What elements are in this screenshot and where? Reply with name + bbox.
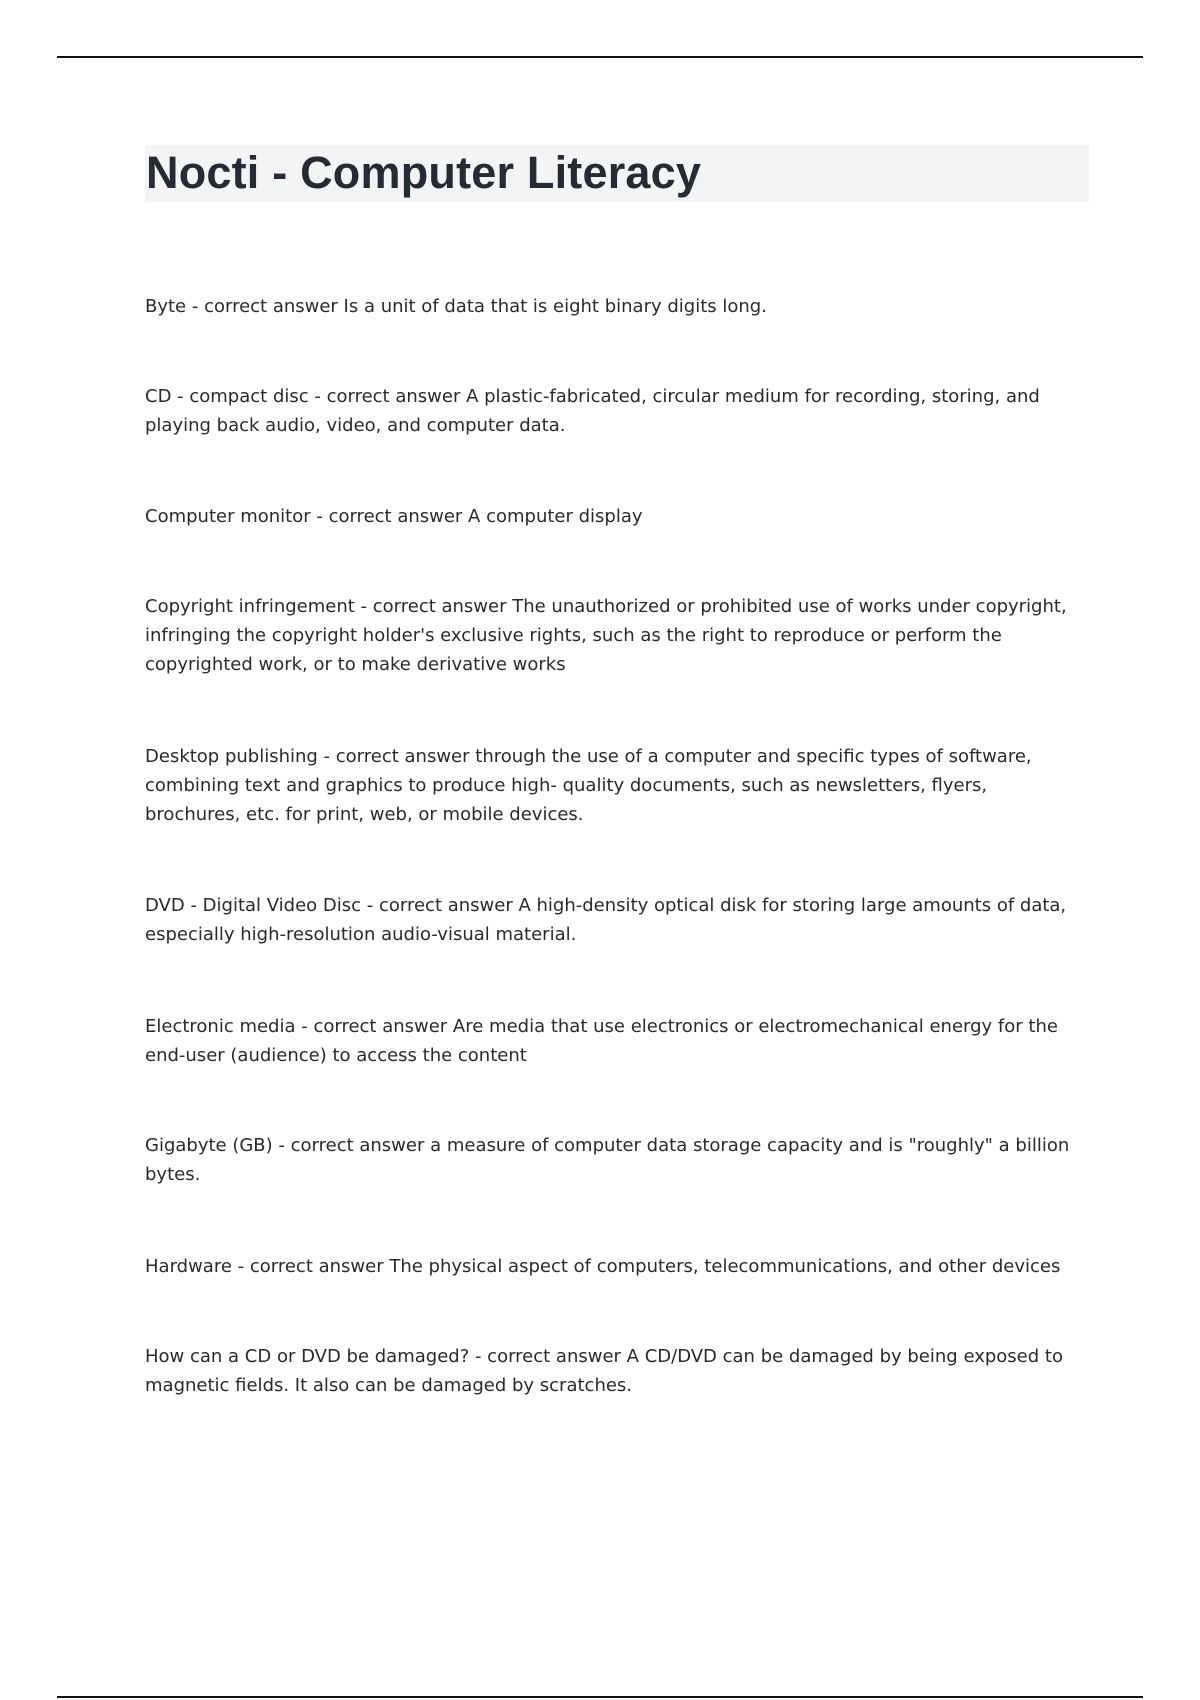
entry-desktop-publishing: Desktop publishing - correct answer through the use of a computer and specific types of software, combining text and graphics to produce high- quality documents, such as newsletters, flyers, brochures, etc. for print, web, or mobile devices.	[145, 746, 1032, 825]
entry-byte: Byte - correct answer Is a unit of data that is eight binary digits long.	[145, 296, 767, 317]
top-rule	[57, 56, 1143, 58]
entry-computer-monitor: Computer monitor - correct answer A computer display	[145, 506, 643, 527]
page-title: Nocti - Computer Literacy	[146, 147, 702, 198]
bottom-rule	[57, 1696, 1143, 1698]
entry-copyright-infringement: Copyright infringement - correct answer The unauthorized or prohibited use of works under copyright, infringing the copyright holder's exclusive rights, such as the right to reproduce or perform the copyrighted work, or to make derivative works	[145, 596, 1067, 675]
entry-cd-dvd-damage: How can a CD or DVD be damaged? - correct answer A CD/DVD can be damaged by being exposed to magnetic fields. It also can be damaged by scratches.	[145, 1346, 1063, 1396]
entry-hardware: Hardware - correct answer The physical aspect of computers, telecommunications, and other devices	[145, 1256, 1061, 1277]
entry-dvd: DVD - Digital Video Disc - correct answer A high-density optical disk for storing large amounts of data, especially high-resolution audio-visual material.	[145, 895, 1067, 945]
entry-gigabyte: Gigabyte (GB) - correct answer a measure of computer data storage capacity and is "roughly" a billion bytes.	[145, 1135, 1070, 1185]
entry-cd: CD - compact disc - correct answer A plastic-fabricated, circular medium for recording, storing, and playing back audio, video, and computer data.	[145, 386, 1040, 436]
entry-electronic-media: Electronic media - correct answer Are media that use electronics or electromechanical energy for the end-user (audience) to access the content	[145, 1016, 1058, 1066]
